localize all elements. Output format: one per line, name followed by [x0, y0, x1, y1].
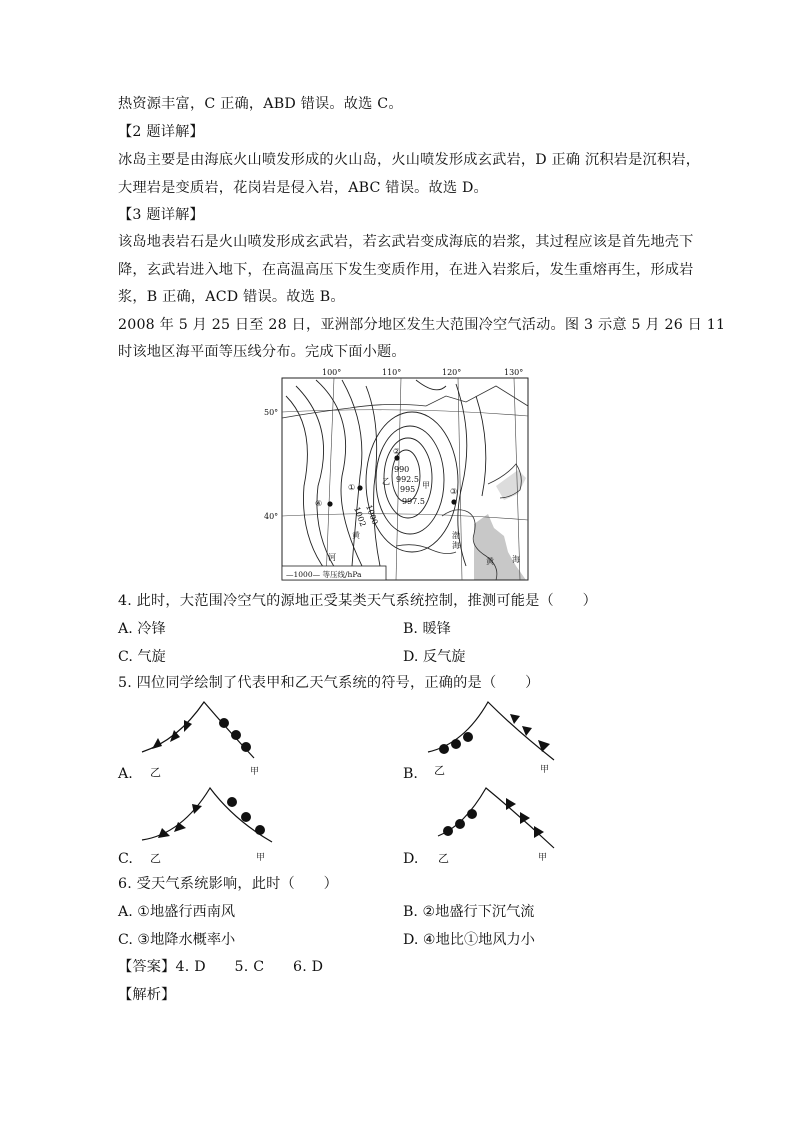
- place-label: 河: [328, 553, 336, 562]
- paragraph-line: 该岛地表岩石是火山喷发形成玄武岩，若玄武岩变成海底的岩浆，其过程应该是首先地壳下: [118, 234, 694, 250]
- paragraph-line: 热资源丰富，C 正确，ABD 错误。故选 C。: [118, 96, 403, 112]
- place-label: 黄: [352, 531, 360, 540]
- paragraph-line: 2008 年 5 月 25 日至 28 日，亚洲部分地区发生大范围冷空气活动。图 3 示意 5 月 26 日 11: [118, 317, 726, 333]
- option-d[interactable]: D.: [403, 851, 419, 867]
- label-yi: 乙: [150, 852, 161, 864]
- option-c[interactable]: C.: [118, 851, 133, 867]
- option-a[interactable]: A.: [118, 766, 133, 782]
- label-jia: 甲: [256, 853, 266, 863]
- option-d[interactable]: D. 反气旋: [403, 649, 466, 665]
- lat-label: 50°: [264, 408, 279, 417]
- place-label: ①: [348, 483, 356, 492]
- answer-line: 【答案】4. D 5. C 6. D: [118, 959, 324, 975]
- front-symbol-a: [138, 700, 298, 780]
- label-jia: 甲: [540, 765, 550, 775]
- option-b[interactable]: B. 暖锋: [403, 621, 451, 637]
- place-label: ②: [393, 447, 401, 456]
- lon-label: 110°: [382, 368, 402, 377]
- paragraph-line: 降，玄武岩进入地下，在高温高压下发生变质作用，在进入岩浆后，发生重熔再生，形成岩: [118, 262, 694, 278]
- option-a[interactable]: A. ①地盛行西南风: [118, 904, 236, 920]
- option-c[interactable]: C. ③地降水概率小: [118, 932, 236, 948]
- front-symbol-d: [424, 784, 584, 864]
- option-b[interactable]: B. ②地盛行下沉气流: [403, 904, 535, 920]
- isobar-label: 997.5: [402, 497, 425, 506]
- map-legend: —1000— 等压线/hPa: [286, 570, 362, 579]
- paragraph-line: 大理岩是变质岩，花岗岩是侵入岩，ABC 错误。故选 D。: [118, 180, 488, 196]
- question-stem: 4. 此时，大范围冷空气的源地正受某类天气系统控制，推测可能是（ ）: [118, 593, 598, 609]
- question-stem: 6. 受天气系统影响，此时（ ）: [118, 876, 339, 892]
- lon-label: 130°: [504, 368, 524, 377]
- isobar-label: 1000: [364, 503, 380, 526]
- label-jia: 甲: [250, 767, 260, 777]
- isobar-label: 992.5: [396, 475, 419, 484]
- section-heading: 【3 题详解】: [118, 207, 204, 223]
- paragraph-line: 浆，B 正确，ACD 错误。故选 B。: [118, 289, 345, 305]
- paragraph-line: 时该地区海平面等压线分布。完成下面小题。: [118, 344, 406, 360]
- option-d[interactable]: D. ④地比①地风力小: [403, 932, 535, 948]
- place-label: 渤: [452, 531, 460, 540]
- place-label: 乙: [382, 477, 390, 486]
- place-label: 海: [512, 555, 520, 564]
- option-b[interactable]: B.: [403, 766, 418, 782]
- place-label: ③: [450, 487, 458, 496]
- lon-label: 120°: [442, 368, 462, 377]
- place-label: ④: [315, 499, 323, 508]
- option-c[interactable]: C. 气旋: [118, 649, 166, 665]
- option-a[interactable]: A. 冷锋: [118, 621, 166, 637]
- place-label: 黄: [486, 557, 494, 566]
- question-stem: 5. 四位同学绘制了代表甲和乙天气系统的符号，正确的是（ ）: [118, 675, 540, 691]
- label-yi: 乙: [434, 764, 445, 777]
- front-symbol-c: [138, 784, 298, 864]
- label-yi: 乙: [150, 766, 161, 779]
- section-heading: 【2 题详解】: [118, 124, 204, 140]
- analysis-heading: 【解析】: [118, 987, 176, 1003]
- place-label: 海: [452, 541, 460, 550]
- lat-label: 40°: [264, 512, 279, 521]
- label-jia: 甲: [538, 853, 548, 863]
- isobar-label: 995: [400, 485, 416, 494]
- isobar-map: [256, 366, 546, 586]
- lon-label: 100°: [322, 368, 342, 377]
- isobar-label: 990: [394, 465, 410, 474]
- label-yi: 乙: [438, 852, 449, 864]
- front-symbol-b: [424, 700, 584, 780]
- place-label: 甲: [422, 481, 430, 490]
- paragraph-line: 冰岛主要是由海底火山喷发形成的火山岛，火山喷发形成玄武岩，D 正确 沉积岩是沉积岩，: [118, 152, 701, 168]
- isobar-label: 1002: [352, 505, 368, 528]
